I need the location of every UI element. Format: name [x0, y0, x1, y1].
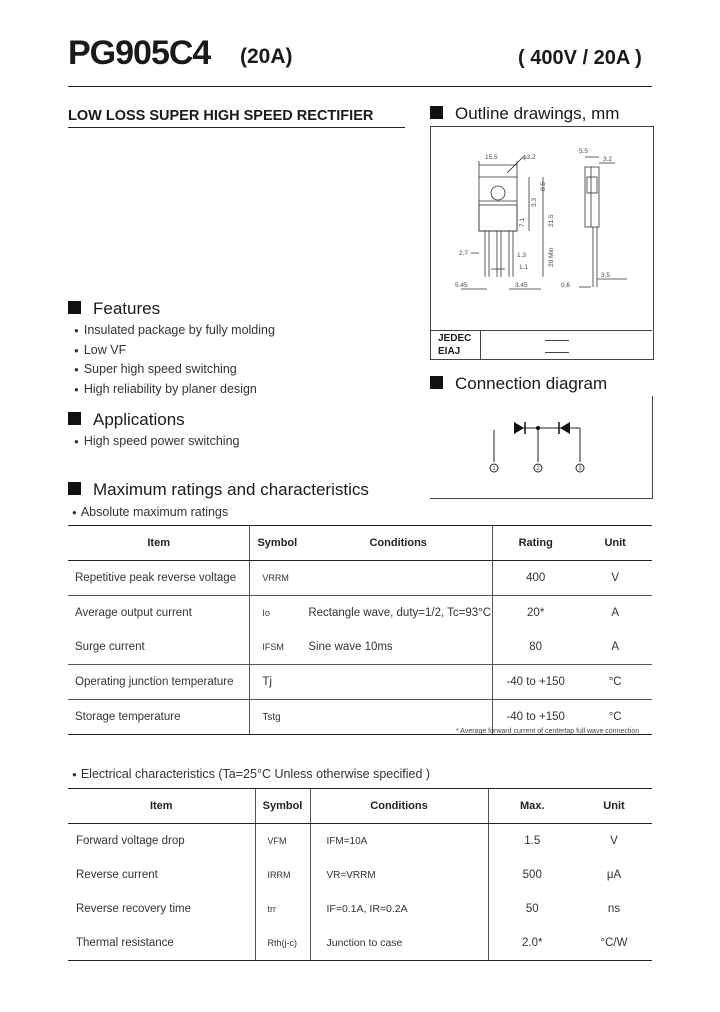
dim-label: 1.1: [519, 264, 529, 271]
cell-symbol: trr: [255, 892, 310, 926]
cell-conditions: Rectangle wave, duty=1/2, Tc=93°C: [308, 607, 492, 619]
pin-label: 3: [578, 466, 582, 472]
cell-item: Repetitive peak reverse voltage: [68, 561, 250, 596]
applications-list: [74, 432, 239, 452]
cell-unit: μA: [606, 869, 622, 881]
dim-label: 3.45: [515, 282, 528, 289]
jedec-value: [545, 340, 569, 341]
col-header-unit: Unit: [578, 526, 652, 561]
subtitle-underline: [68, 127, 405, 128]
table-row: [68, 926, 652, 961]
table-row: [68, 858, 652, 892]
cell-symbol: VFM: [255, 824, 310, 859]
cell-max: 2.0*: [488, 926, 576, 961]
features-list: [74, 321, 275, 399]
cell-unit: °C/W: [576, 926, 652, 961]
table-row: [68, 596, 652, 631]
diode-symbol-icon: [560, 422, 570, 434]
applications-title: Applications: [68, 410, 185, 430]
dim-label: 2.7: [459, 250, 469, 257]
dim-label: 20 Min: [548, 247, 555, 267]
table-row: [68, 824, 652, 859]
cell-symbol: VRRM: [250, 561, 304, 596]
cell-item: Operating junction temperature: [68, 665, 250, 700]
cell-symbol: IFSM: [250, 630, 304, 665]
electrical-characteristics-table: [68, 788, 652, 961]
cell-max: 50: [488, 892, 576, 926]
col-header-rating: Rating: [493, 526, 579, 561]
cell-symbol: Io: [250, 596, 304, 631]
dim-label: 5.5: [579, 148, 589, 155]
dim-label: 8.5: [540, 181, 547, 191]
dim-label: 21.5: [548, 214, 555, 227]
dim-label: 1.3: [517, 252, 527, 259]
col-header-item: Item: [68, 789, 255, 824]
section-bullet-icon: [68, 482, 81, 495]
dim-label: 3.2: [603, 156, 613, 163]
abs-max-ratings-table: [68, 525, 652, 735]
table-header-row: [68, 526, 652, 561]
list-item: ● High reliability by planer design: [74, 380, 275, 400]
cell-rating: -40 to +150: [493, 665, 579, 700]
table-header-row: [68, 789, 652, 824]
cell-conditions: IF=0.1A, IR=0.2A: [310, 892, 488, 926]
dim-label: 15.5: [485, 154, 498, 161]
col-header-conditions: Conditions: [310, 789, 488, 824]
electrical-label: ● Electrical characteristics (Ta=25°C Unless otherwise specified ): [72, 767, 430, 781]
eiaj-value: [545, 352, 569, 353]
cell-conditions: IFM=10A: [310, 824, 488, 859]
table-row: [68, 892, 652, 926]
table-row: [68, 665, 652, 700]
cell-conditions: [304, 665, 492, 700]
cell-unit: ns: [607, 903, 621, 915]
section-bullet-icon: [68, 301, 81, 314]
cell-conditions: Junction to case: [310, 926, 488, 961]
header-rule: [68, 86, 652, 87]
cell-item: Surge current: [68, 630, 250, 665]
cell-rating: 20*: [493, 596, 579, 631]
features-title: Features: [68, 299, 160, 319]
col-header-unit: Unit: [576, 789, 652, 824]
col-header-symbol: Symbol: [255, 789, 310, 824]
cell-item: Reverse recovery time: [76, 903, 192, 915]
standards-table: [430, 330, 652, 359]
col-header-conditions: Conditions: [304, 526, 492, 561]
list-item: ● Super high speed switching: [74, 360, 275, 380]
cell-unit: V: [578, 561, 652, 596]
list-item: ● Low VF: [74, 341, 275, 361]
cell-max: 1.5: [488, 824, 576, 859]
cell-item: Thermal resistance: [68, 926, 255, 961]
cell-rating: 80: [493, 630, 579, 665]
section-bullet-icon: [68, 412, 81, 425]
cell-item: Storage temperature: [68, 700, 250, 735]
diode-symbol-icon: [514, 422, 524, 434]
dim-label: ϕ3.2: [523, 154, 536, 161]
cell-max: 500: [488, 858, 576, 892]
cell-symbol: Tj: [250, 665, 304, 700]
cell-unit: A: [611, 607, 619, 619]
section-bullet-icon: [430, 376, 443, 389]
outline-drawing-frame: [430, 126, 654, 360]
dim-label: 3.3: [531, 197, 538, 207]
cell-conditions: VR=VRRM: [310, 858, 488, 892]
cell-symbol: IRRM: [255, 858, 310, 892]
col-header-item: Item: [68, 526, 250, 561]
package-outline-drawing: [431, 127, 653, 331]
part-number: PG905C4: [68, 34, 211, 72]
table-row: [68, 561, 652, 596]
mount-hole: [491, 186, 505, 200]
connection-title: Connection diagram: [430, 374, 607, 394]
cell-conditions: [304, 561, 492, 596]
cell-symbol: Tstg: [250, 700, 304, 735]
connection-diagram: [430, 396, 652, 498]
dim-label: 0.6: [561, 282, 571, 289]
dim-label: 5.45: [455, 282, 468, 289]
cell-unit: °C: [578, 700, 652, 735]
device-subtitle: LOW LOSS SUPER HIGH SPEED RECTIFIER: [68, 108, 374, 124]
cell-item: Forward voltage drop: [76, 835, 185, 847]
cell-symbol: Rth(j-c): [255, 926, 310, 961]
outline-section-title: Outline drawings, mm: [430, 104, 619, 124]
cell-unit: V: [610, 835, 618, 847]
cell-rating: -40 to +150: [493, 700, 579, 735]
footnote: * Average forward current of centertap full wave connection: [456, 728, 640, 735]
eiaj-label: EIAJ: [438, 346, 461, 357]
cell-item: Average output current: [75, 607, 192, 619]
current-tag: (20A): [240, 45, 293, 68]
cell-unit: A: [578, 630, 652, 665]
list-item: ● Insulated package by fully molding: [74, 321, 275, 341]
cell-conditions: Sine wave 10ms: [304, 630, 492, 665]
table-row: [68, 630, 652, 665]
col-header-symbol: Symbol: [250, 526, 304, 561]
col-header-max: Max.: [488, 789, 576, 824]
voltage-current-rating: ( 400V / 20A ): [518, 47, 642, 69]
cell-item: Reverse current: [76, 869, 158, 881]
dim-label: 3.5: [601, 272, 611, 279]
jedec-label: JEDEC: [438, 333, 472, 344]
max-ratings-title: Maximum ratings and characteristics: [68, 480, 369, 500]
cell-unit: °C: [578, 665, 652, 700]
pin-label: 2: [536, 466, 540, 472]
list-item: ● High speed power switching: [74, 432, 239, 452]
connection-diagram-frame: [430, 396, 653, 499]
cell-rating: 400: [493, 561, 579, 596]
dim-label: 7.1: [519, 217, 526, 227]
abs-max-label: ● Absolute maximum ratings: [72, 505, 228, 519]
pin-label: 1: [492, 466, 496, 472]
section-bullet-icon: [430, 106, 443, 119]
package-body: [479, 177, 517, 231]
